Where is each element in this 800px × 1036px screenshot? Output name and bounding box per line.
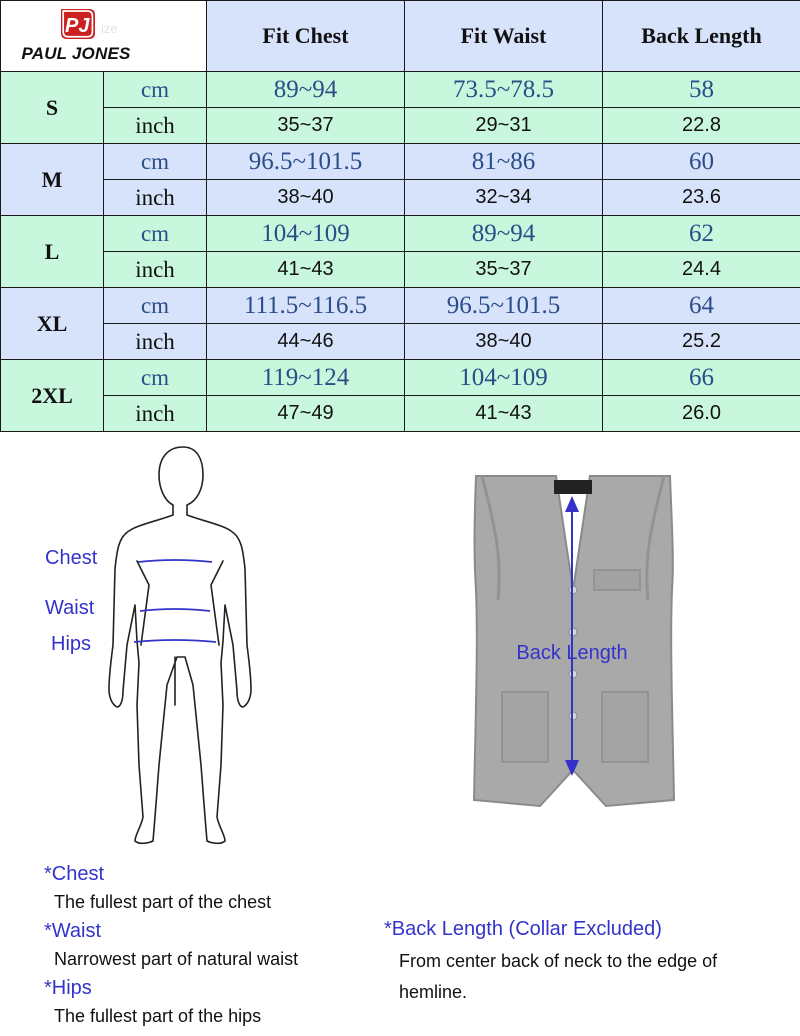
cell-xl-inch-chest: 44~46 [207, 324, 405, 360]
cell-m-inch-waist: 32~34 [405, 180, 603, 216]
cell-m-inch-chest: 38~40 [207, 180, 405, 216]
cell-s-cm-back-length: 58 [603, 72, 800, 108]
hips-figure-label: Hips [51, 633, 92, 655]
hips-note-title: *Hips [44, 977, 92, 999]
waist-figure-label: Waist [45, 597, 95, 619]
cell-l-cm-waist: 89~94 [405, 216, 603, 252]
logo-text: PAUL JONES [21, 44, 131, 63]
back-length-note-title-text: *Back Length [384, 918, 503, 940]
cell-s-cm-chest: 89~94 [207, 72, 405, 108]
size-label-2xl: 2XL [1, 360, 104, 432]
table-row [1, 144, 800, 180]
size-label-s: S [1, 72, 104, 144]
logo-ghost-text: ize [101, 21, 118, 36]
cell-xl-cm-chest: 111.5~116.5 [207, 288, 405, 324]
cell-s-inch-waist: 29~31 [405, 108, 603, 144]
unit-label-cm: cm [104, 144, 207, 180]
size-chart-table [0, 0, 800, 432]
logo-cell [1, 1, 207, 72]
human-body-outline-figure [100, 445, 260, 855]
cell-xl-inch-waist: 38~40 [405, 324, 603, 360]
cell-2xl-inch-waist: 41~43 [405, 396, 603, 432]
unit-label-inch: inch [104, 396, 207, 432]
hips-note-desc: The fullest part of the hips [54, 1006, 262, 1026]
cell-l-inch-back-length: 24.4 [603, 252, 800, 288]
table-row [1, 288, 800, 324]
cell-2xl-cm-chest: 119~124 [207, 360, 405, 396]
table-row [1, 396, 800, 432]
unit-label-inch: inch [104, 108, 207, 144]
brand-logo [1, 1, 151, 71]
cell-s-inch-chest: 35~37 [207, 108, 405, 144]
cell-s-cm-waist: 73.5~78.5 [405, 72, 603, 108]
back-length-note-desc-line1: From center back of neck to the edge of [399, 951, 718, 971]
unit-label-cm: cm [104, 360, 207, 396]
cell-xl-cm-waist: 96.5~101.5 [405, 288, 603, 324]
cell-xl-inch-back-length: 25.2 [603, 324, 800, 360]
table-row [1, 252, 800, 288]
size-label-l: L [1, 216, 104, 288]
back-length-note-desc-line2: hemline. [399, 982, 468, 1002]
cell-l-inch-chest: 41~43 [207, 252, 405, 288]
waist-note-title: *Waist [44, 920, 102, 942]
back-length-note-subtitle: (Collar Excluded) [508, 918, 662, 940]
table-row [1, 324, 800, 360]
chest-note-title: *Chest [44, 863, 105, 885]
unit-label-cm: cm [104, 288, 207, 324]
cell-2xl-inch-back-length: 26.0 [603, 396, 800, 432]
svg-text:PJ: PJ [65, 15, 90, 37]
table-row [1, 72, 800, 108]
back-length-figure-label: Back Length [516, 642, 628, 664]
table-row [1, 108, 800, 144]
header-fit-waist: Fit Waist [405, 1, 603, 72]
unit-label-cm: cm [104, 72, 207, 108]
unit-label-cm: cm [104, 216, 207, 252]
header-back-length: Back Length [603, 1, 800, 72]
chest-note-desc: The fullest part of the chest [54, 892, 272, 912]
cell-s-inch-back-length: 22.8 [603, 108, 800, 144]
unit-label-inch: inch [104, 252, 207, 288]
pj-logo-icon [57, 7, 97, 41]
cell-m-cm-chest: 96.5~101.5 [207, 144, 405, 180]
size-label-xl: XL [1, 288, 104, 360]
table-row [1, 360, 800, 396]
cell-l-cm-chest: 104~109 [207, 216, 405, 252]
cell-m-cm-back-length: 60 [603, 144, 800, 180]
table-row [1, 216, 800, 252]
cell-m-cm-waist: 81~86 [405, 144, 603, 180]
cell-2xl-inch-chest: 47~49 [207, 396, 405, 432]
cell-2xl-cm-back-length: 66 [603, 360, 800, 396]
header-fit-chest: Fit Chest [207, 1, 405, 72]
table-row [1, 180, 800, 216]
waist-note-desc: Narrowest part of natural waist [54, 949, 299, 969]
cell-l-cm-back-length: 62 [603, 216, 800, 252]
size-label-m: M [1, 144, 104, 216]
cell-l-inch-waist: 35~37 [405, 252, 603, 288]
cell-xl-cm-back-length: 64 [603, 288, 800, 324]
cell-2xl-cm-waist: 104~109 [405, 360, 603, 396]
unit-label-inch: inch [104, 180, 207, 216]
table-header-row [1, 1, 800, 72]
chest-figure-label: Chest [45, 547, 98, 569]
unit-label-inch: inch [104, 324, 207, 360]
cell-m-inch-back-length: 23.6 [603, 180, 800, 216]
back-length-note-title [384, 918, 662, 941]
